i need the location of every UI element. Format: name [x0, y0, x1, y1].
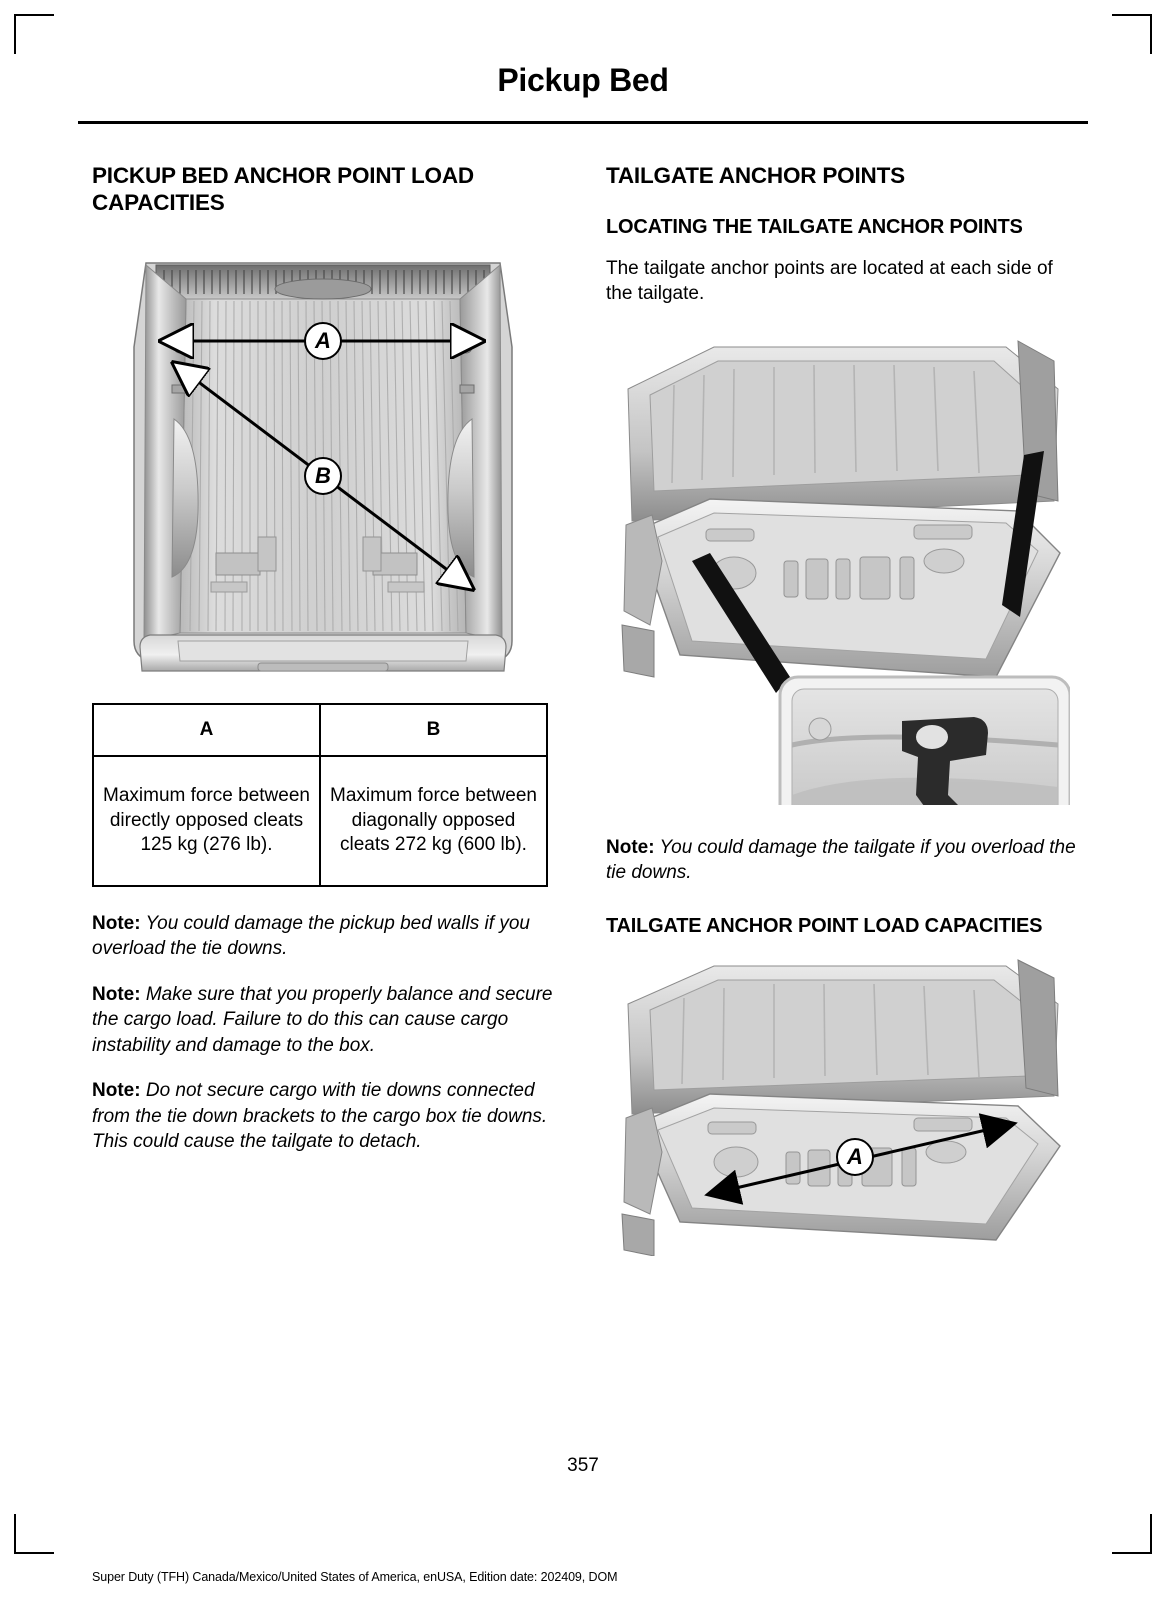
bed-capacity-table: [92, 703, 548, 887]
crop-mark: [1112, 1552, 1152, 1554]
note-label: Note:: [92, 912, 141, 934]
figure-pickup-bed-top-view: [108, 237, 538, 687]
note-balance-cargo: [92, 982, 564, 1058]
table-header-a: A: [93, 704, 320, 756]
note-text: Do not secure cargo with tie downs connected from the tie down brackets to the cargo box tie downs. This could cause the tailgate to detach.: [92, 1080, 548, 1153]
right-column: [606, 162, 1078, 1256]
table-cell-a-value: Maximum force between directly opposed cleats 125 kg (276 lb).: [93, 756, 320, 886]
subheading-locating-anchor-points: LOCATING THE TAILGATE ANCHOR POINTS: [606, 216, 1023, 239]
section-heading-tailgate-anchor-points: TAILGATE ANCHOR POINTS: [606, 163, 905, 188]
note-text: You could damage the tailgate if you overload the tie downs.: [606, 836, 1076, 884]
section-heading-bed-capacities: PICKUP BED ANCHOR POINT LOAD CAPACITIES: [92, 163, 474, 216]
crop-mark: [14, 14, 54, 16]
table-row: [93, 756, 547, 886]
note-label: Note:: [606, 836, 655, 858]
note-label: Note:: [92, 983, 141, 1005]
figure-tailgate-load-capacities: [614, 956, 1070, 1256]
table-cell-b-value: Maximum force between diagonally opposed cleats 272 kg (600 lb).: [320, 756, 547, 886]
callout-a-bed: A: [304, 322, 342, 360]
table-header-row: [93, 704, 547, 756]
table-header-b: B: [320, 704, 547, 756]
note-text: Make sure that you properly balance and secure the cargo load. Failure to do this can cause cargo instability and damage to the box.: [92, 983, 553, 1056]
note-tailgate-overload: [606, 835, 1078, 886]
crop-mark: [14, 1514, 16, 1554]
body-text-anchor-location: The tailgate anchor points are located at each side of the tailgate.: [606, 257, 1053, 305]
callout-b-bed: B: [304, 457, 342, 495]
callout-a-tailgate: A: [836, 1138, 874, 1176]
figure-tailgate-anchor-points: [614, 325, 1070, 625]
page-number: 357: [567, 1455, 599, 1476]
left-column: [92, 162, 564, 1175]
note-text: You could damage the pickup bed walls if you overload the tie downs.: [92, 912, 530, 960]
subheading-tailgate-capacities: TAILGATE ANCHOR POINT LOAD CAPACITIES: [606, 914, 1043, 937]
crop-mark: [1150, 1514, 1152, 1554]
title-divider: [78, 121, 1088, 124]
note-tie-down-brackets: [92, 1078, 564, 1154]
crop-mark: [1150, 14, 1152, 54]
crop-mark: [1112, 14, 1152, 16]
note-bed-walls: [92, 911, 564, 962]
crop-mark: [14, 14, 16, 54]
document-footer: Super Duty (TFH) Canada/Mexico/United States of America, enUSA, Edition date: 202409, DOM: [92, 1570, 618, 1584]
note-label: Note:: [92, 1080, 141, 1102]
page-title: Pickup Bed: [497, 62, 669, 98]
crop-mark: [14, 1552, 54, 1554]
